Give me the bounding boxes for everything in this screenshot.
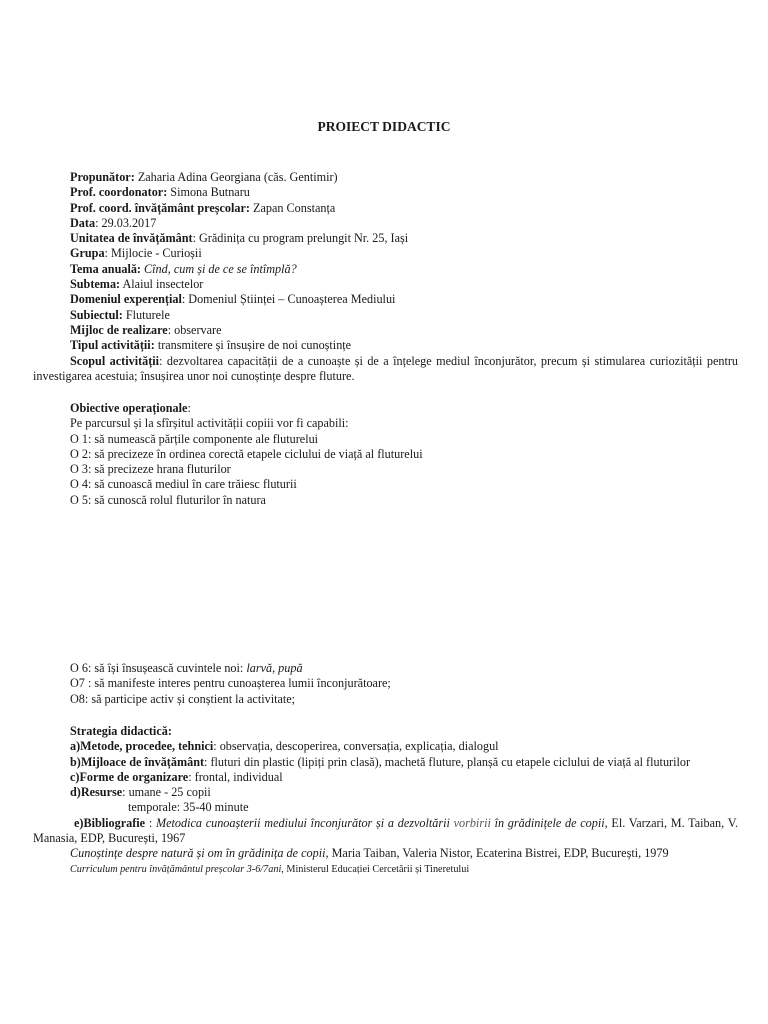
- info-tema: Tema anuală: Cînd, cum și de ce se întîmplă?: [70, 261, 297, 276]
- objective-item: O 1: să numească părțile componente ale fluturelui: [70, 431, 319, 446]
- objective-item: O 3: să precizeze hrana fluturilor: [70, 462, 231, 477]
- bibliography-item: e)Bibliografie : Metodica cunoașterii mediului înconjurător și a dezvoltării vorbirii în grădinițele de copii, El. Varzari, M. Taiban, V. Manasia, EDP, București, 1967: [33, 815, 738, 846]
- objectives-section: [70, 401, 738, 508]
- objective-item: O 5: să cunoscă rolul fluturilor în natura: [70, 492, 266, 507]
- objective-item: O 4: să cunoască mediul în care trăiesc fluturii: [70, 477, 297, 492]
- info-subiectul: Subiectul: Fluturele: [70, 307, 170, 322]
- strategy-resources-time: temporale: 35-40 minute: [128, 800, 249, 815]
- objective-item: O 6: să își însușească cuvintele noi: larvă, pupă: [70, 661, 303, 675]
- strategy-methods: a)Metode, procedee, tehnici: observația, descoperirea, conversația, explicația, dialogul: [70, 739, 499, 754]
- objective-item: O8: să participe activ și conștient la activitate;: [70, 691, 296, 706]
- info-domeniul: Domeniul experențial: Domeniul Științei – Cunoașterea Mediului: [70, 292, 396, 307]
- strategy-heading: Strategia didactică:: [70, 724, 172, 738]
- info-prof-coordonator: Prof. coordonator: Simona Butnaru: [70, 185, 250, 200]
- objectives-heading: Obiective operaționale:: [70, 401, 191, 415]
- document-title: PROIECT DIDACTIC: [317, 119, 451, 134]
- objective-item: O7 : să manifeste interes pentru cunoașterea lumii înconjurătoare;: [70, 676, 391, 691]
- strategy-resources: d)Resurse: umane - 25 copii: [70, 785, 211, 800]
- bibliography-item: Curriculum pentru învățământul preșcolar 3-6/7ani, Ministerul Educației Cercetării și Tineretului: [70, 863, 470, 875]
- info-grupa: Grupa: Mijlocie - Curioșii: [70, 246, 202, 261]
- objectives-intro: Pe parcursul și la sfîrșitul activității copiii vor fi capabili:: [70, 416, 349, 431]
- info-data: Data: 29.03.2017: [70, 215, 157, 230]
- bibliography-item: Cunoștințe despre natură și om în grădinița de copii, Maria Taiban, Valeria Nistor, Ecaterina Bistrei, EDP, București, 1979: [70, 846, 669, 861]
- objectives-continued: [70, 661, 738, 707]
- strategy-organization: c)Forme de organizare: frontal, individual: [70, 769, 283, 784]
- info-propunator: Propunător: Zaharia Adina Georgiana (căs. Gentimir): [70, 170, 338, 184]
- info-prof-prescolar: Prof. coord. învățământ preșcolar: Zapan Constanța: [70, 200, 336, 215]
- info-mijloc: Mijloc de realizare: observare: [70, 322, 222, 337]
- info-scopul: Scopul activității: dezvoltarea capacității de a cunoaște și de a înțelege mediul înconjurător, precum și stimularea curiozității pentru investigarea acestuia; însușirea unor noi cunoștințe despre fluture.: [33, 353, 738, 383]
- objective-item: O 2: să precizeze în ordinea corectă etapele ciclului de viață al fluturelui: [70, 446, 423, 461]
- info-tipul: Tipul activității: transmitere și însușire de noi cunoștințe: [70, 338, 352, 353]
- strategy-section: [33, 724, 738, 877]
- info-unitatea: Unitatea de învățământ: Grădinița cu program prelungit Nr. 25, Iași: [70, 231, 409, 246]
- strategy-means: b)Mijloace de învățământ: fluturi din plastic (lipiți prin clasă), machetă fluture, planșă cu etapele ciclului de viață al fluturilor: [70, 754, 691, 769]
- info-subtema: Subtema: Alaiul insectelor: [70, 277, 204, 292]
- project-info: [33, 170, 738, 384]
